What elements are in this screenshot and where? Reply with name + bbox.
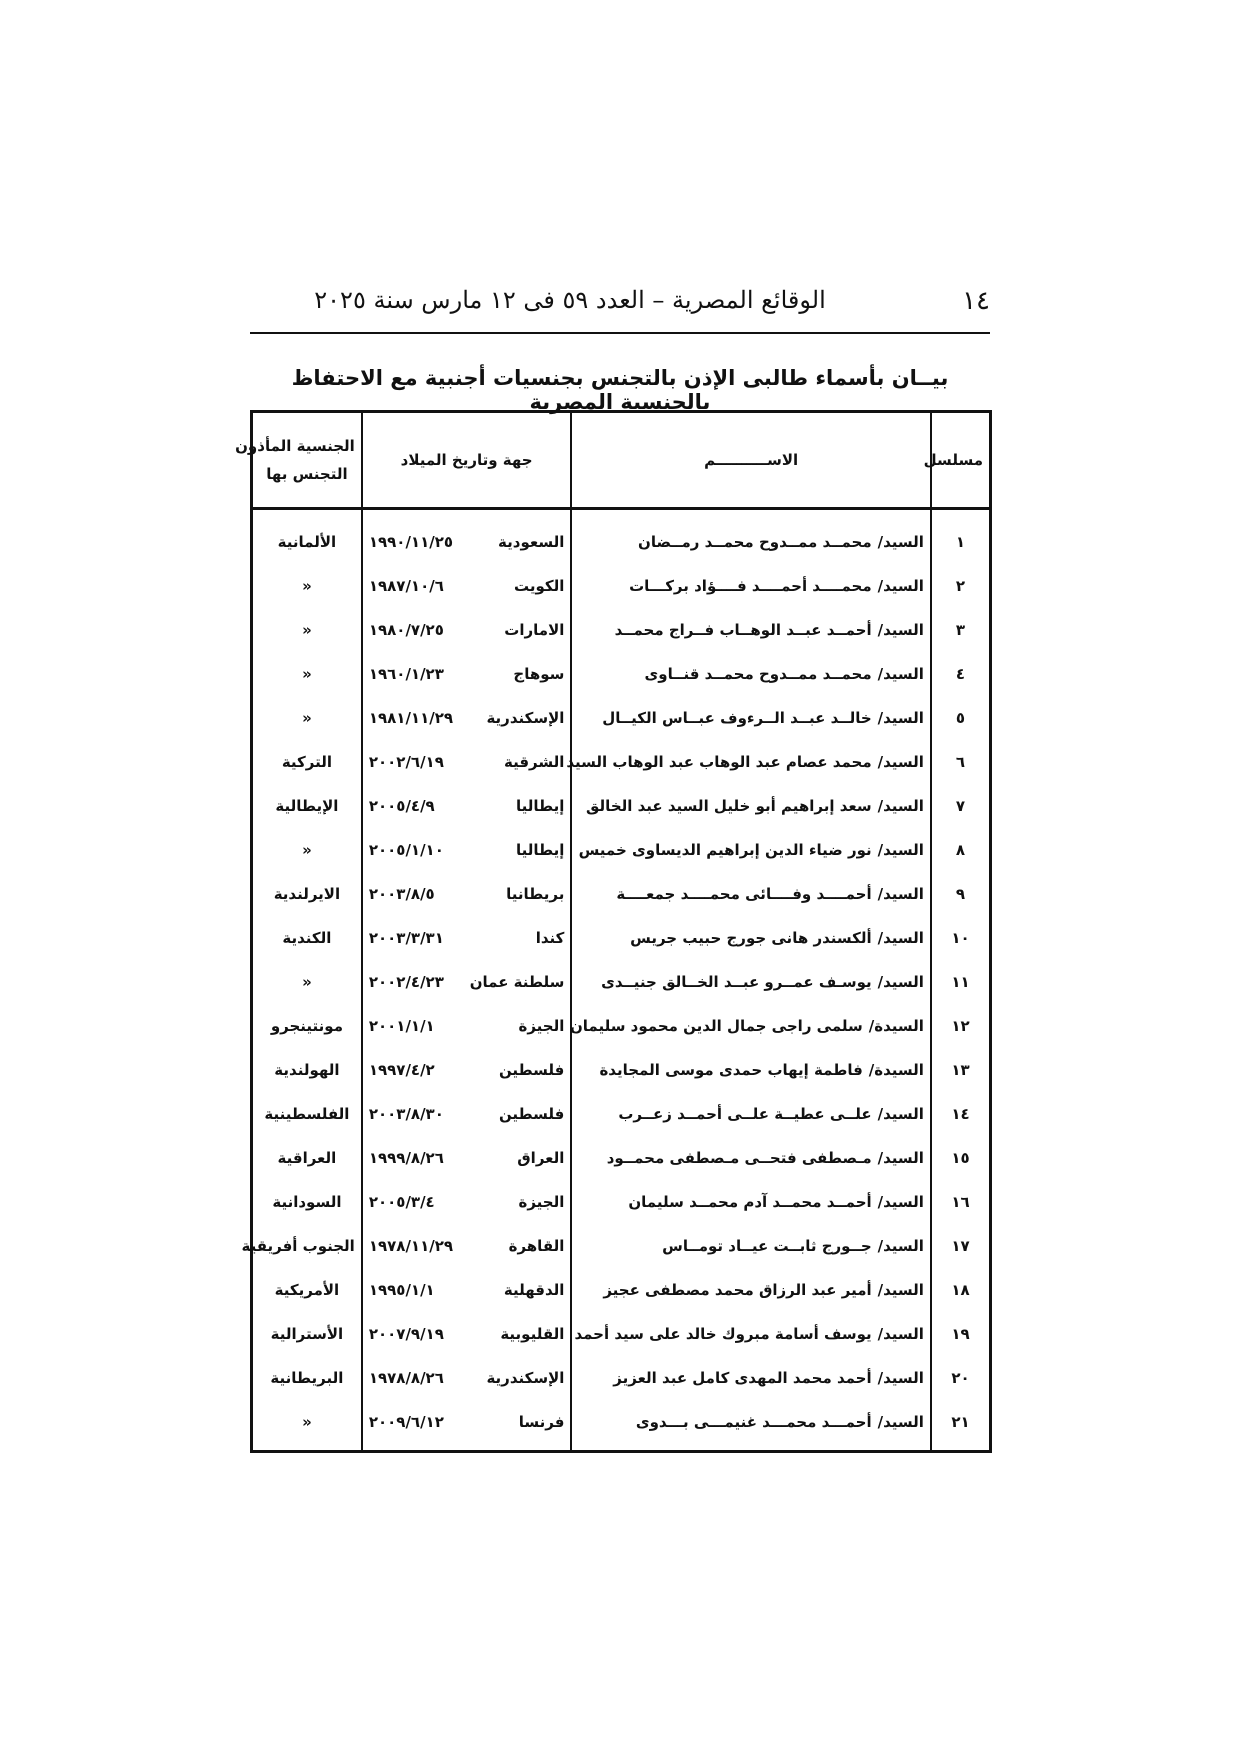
birth-date: ١٩٧٨/٨/٢٦ xyxy=(368,1369,444,1387)
table-row xyxy=(252,1048,991,1092)
birth-date: ١٩٩٥/١/١ xyxy=(368,1281,435,1299)
birth-date: ١٩٧٨/١١/٢٩ xyxy=(368,1237,454,1255)
name-cell xyxy=(571,1268,931,1312)
nationality-cell: الفلسطينية xyxy=(252,1092,362,1136)
birth-info xyxy=(369,1193,565,1211)
birth-place: القليوبية xyxy=(500,1325,565,1343)
serial-cell: ١٨ xyxy=(931,1268,991,1312)
honorific-label: السيد/ xyxy=(877,753,924,771)
name-cell xyxy=(571,828,931,872)
name-cell xyxy=(571,1136,931,1180)
birth-cell xyxy=(362,1092,572,1136)
table-row xyxy=(252,509,991,565)
person-name: علــى عطيــة علــى أحمــد زعــرب xyxy=(618,1105,872,1123)
table-row xyxy=(252,872,991,916)
nationality-cell: الهولندية xyxy=(252,1048,362,1092)
serial-cell: ١٧ xyxy=(931,1224,991,1268)
birth-place: الدقهلية xyxy=(503,1281,565,1299)
serial-cell: ٥ xyxy=(931,696,991,740)
birth-info xyxy=(369,1237,565,1255)
nationality-cell: التركية xyxy=(252,740,362,784)
honorific-label: السيدة/ xyxy=(868,1061,924,1079)
birth-date: ٢٠٠٥/١/١٠ xyxy=(368,841,444,859)
name-cell xyxy=(571,872,931,916)
person-name: سلمى راجى جمال الدين محمود سليمان xyxy=(569,1017,863,1035)
birth-place: إيطاليا xyxy=(515,841,565,859)
table-row xyxy=(252,1356,991,1400)
birth-date: ٢٠٠٧/٩/١٩ xyxy=(368,1325,444,1343)
person-name: أمير عبد الرزاق محمد مصطفى عجيز xyxy=(603,1281,872,1299)
birth-date: ٢٠٠١/١/١ xyxy=(368,1017,435,1035)
birth-info xyxy=(369,797,565,815)
honorific-label: السيد/ xyxy=(877,929,924,947)
honorific-label: السيدة/ xyxy=(868,1017,924,1035)
person-name: أحمـــد محمـــد غنيمـــى بـــدوى xyxy=(635,1413,872,1431)
birth-place: فلسطين xyxy=(498,1105,565,1123)
table-row xyxy=(252,1268,991,1312)
name-cell xyxy=(571,608,931,652)
birth-place: فلسطين xyxy=(498,1061,565,1079)
birth-cell xyxy=(362,1400,572,1452)
birth-cell xyxy=(362,1004,572,1048)
honorific-label: السيد/ xyxy=(877,1237,924,1255)
birth-date: ١٩٨٠/٧/٢٥ xyxy=(368,621,444,639)
honorific-label: السيد/ xyxy=(877,577,924,595)
nationality-cell: « xyxy=(252,960,362,1004)
birth-info xyxy=(369,885,565,903)
journal-header: الوقائع المصرية – العدد ٥٩ فى ١٢ مارس سنة ٢٠٢٥ xyxy=(314,286,826,314)
nationality-column-header xyxy=(235,412,362,509)
honorific-label: السيد/ xyxy=(877,621,924,639)
birth-place: الكويت xyxy=(513,577,565,595)
serial-cell: ١٩ xyxy=(931,1312,991,1356)
nationality-cell: الأسترالية xyxy=(252,1312,362,1356)
birth-date: ٢٠٠٣/٨/٥ xyxy=(368,885,435,903)
birth-cell xyxy=(362,1224,572,1268)
birth-cell xyxy=(362,509,572,565)
table-row xyxy=(252,1136,991,1180)
person-name: أحمــد عبــد الوهــاب فــراج محمــد xyxy=(614,621,872,639)
birth-cell xyxy=(362,608,572,652)
person-name: أحمــــد وفــــائى محمــــد جمعــــة xyxy=(616,885,872,903)
person-name: نور ضياء الدين إبراهيم الديساوى خميس xyxy=(578,841,872,859)
document-title: بيــان بأسماء طالبى الإذن بالتجنس بجنسيات أجنبية مع الاحتفاظ بالجنسية المصرية xyxy=(291,366,949,414)
table-body xyxy=(241,509,991,1452)
name-cell xyxy=(571,1048,931,1092)
birth-cell xyxy=(362,652,572,696)
birth-place: القاهرة xyxy=(508,1237,565,1255)
serial-cell: ١١ xyxy=(931,960,991,1004)
page-header xyxy=(250,282,990,334)
table-row xyxy=(252,1400,991,1452)
nationality-cell: الإيطالية xyxy=(252,784,362,828)
serial-cell: ١٥ xyxy=(931,1136,991,1180)
birth-place: الإسكندرية xyxy=(486,1369,565,1387)
honorific-label: السيد/ xyxy=(877,1325,924,1343)
person-name: محمــــد أحمــــد فــــؤاد بركـــات xyxy=(629,577,872,595)
honorific-label: السيد/ xyxy=(877,1413,924,1431)
birth-date: ١٩٨١/١١/٢٩ xyxy=(368,709,454,727)
birth-place: العراق xyxy=(517,1149,565,1167)
honorific-label: السيد/ xyxy=(877,841,924,859)
honorific-label: السيد/ xyxy=(877,709,924,727)
birth-date: ٢٠٠٢/٦/١٩ xyxy=(368,753,444,771)
birth-date: ١٩٩٠/١١/٢٥ xyxy=(368,533,454,551)
name-column-header: الاســــــــــم xyxy=(571,412,931,509)
nationality-cell: الكندية xyxy=(252,916,362,960)
person-name: يوسف أسامة مبروك خالد على سيد أحمد xyxy=(574,1325,872,1343)
birth-info xyxy=(369,533,565,551)
table-row xyxy=(252,916,991,960)
birth-place: الجيزة xyxy=(518,1017,565,1035)
honorific-label: السيد/ xyxy=(877,1149,924,1167)
nationality-cell: « xyxy=(252,696,362,740)
birth-place: الجيزة xyxy=(518,1193,565,1211)
birth-place: سوهاج xyxy=(513,665,565,683)
serial-cell: ١٤ xyxy=(931,1092,991,1136)
nationality-header-line: التجنس بها xyxy=(266,465,348,483)
nationality-cell: « xyxy=(252,608,362,652)
birth-date: ٢٠٠٢/٤/٢٣ xyxy=(368,973,444,991)
nationality-cell: مونتينجرو xyxy=(252,1004,362,1048)
birth-cell xyxy=(362,916,572,960)
nationality-cell: « xyxy=(252,564,362,608)
serial-cell: ٢١ xyxy=(931,1400,991,1452)
table-row xyxy=(252,608,991,652)
birth-date: ٢٠٠٥/٣/٤ xyxy=(368,1193,435,1211)
name-cell xyxy=(571,1092,931,1136)
nationality-cell: « xyxy=(252,828,362,872)
birth-column-header: جهة وتاريخ الميلاد xyxy=(362,412,572,509)
person-name: يوسـف عمــرو عبــد الخــالق جنيــدى xyxy=(601,973,872,991)
table-row xyxy=(252,1312,991,1356)
birth-cell xyxy=(362,740,572,784)
person-name: ألكسندر هانى جورج حبيب جريس xyxy=(630,929,872,947)
name-cell xyxy=(571,509,931,565)
serial-cell: ٦ xyxy=(931,740,991,784)
birth-info xyxy=(369,753,565,771)
nationality-cell: « xyxy=(252,652,362,696)
birth-info xyxy=(369,1281,565,1299)
birth-cell xyxy=(362,696,572,740)
honorific-label: السيد/ xyxy=(877,973,924,991)
honorific-label: السيد/ xyxy=(877,1193,924,1211)
birth-cell xyxy=(362,828,572,872)
birth-place: بريطانيا xyxy=(506,885,565,903)
birth-date: ١٩٩٧/٤/٢ xyxy=(368,1061,435,1079)
name-cell xyxy=(571,1312,931,1356)
nationality-cell: الايرلندية xyxy=(252,872,362,916)
table-row xyxy=(252,1004,991,1048)
birth-info xyxy=(369,665,565,683)
nationality-header-line: الجنسية المأذون xyxy=(235,437,355,455)
birth-cell xyxy=(362,1048,572,1092)
name-cell xyxy=(571,1180,931,1224)
serial-cell: ٩ xyxy=(931,872,991,916)
table-row xyxy=(252,652,991,696)
birth-info xyxy=(369,1325,565,1343)
birth-date: ٢٠٠٣/٣/٣١ xyxy=(368,929,444,947)
person-name: خالــد عبــد الــرءوف عبــاس الكيــال xyxy=(602,709,872,727)
birth-info xyxy=(369,1149,565,1167)
serial-cell: ١٦ xyxy=(931,1180,991,1224)
name-cell xyxy=(571,1356,931,1400)
table-row xyxy=(252,564,991,608)
serial-cell: ٣ xyxy=(931,608,991,652)
honorific-label: السيد/ xyxy=(877,1369,924,1387)
naturalization-table xyxy=(235,410,992,1453)
serial-column-header: مسلسل xyxy=(931,412,991,509)
nationality-cell: البريطانية xyxy=(252,1356,362,1400)
name-cell xyxy=(571,1224,931,1268)
serial-cell: ٢٠ xyxy=(931,1356,991,1400)
page-number: ١٤ xyxy=(962,286,990,316)
serial-cell: ١٣ xyxy=(931,1048,991,1092)
table-row xyxy=(252,1092,991,1136)
honorific-label: السيد/ xyxy=(877,665,924,683)
name-cell xyxy=(571,564,931,608)
birth-date: ٢٠٠٥/٤/٩ xyxy=(368,797,435,815)
birth-place: السعودية xyxy=(498,533,565,551)
table-row xyxy=(252,828,991,872)
serial-cell: ٤ xyxy=(931,652,991,696)
table-header-row xyxy=(252,412,991,509)
name-cell xyxy=(566,740,931,784)
birth-cell xyxy=(362,960,572,1004)
name-cell xyxy=(571,696,931,740)
serial-cell: ٧ xyxy=(931,784,991,828)
birth-info xyxy=(369,1017,565,1035)
birth-date: ٢٠٠٣/٨/٣٠ xyxy=(368,1105,444,1123)
birth-info xyxy=(369,973,565,991)
table-row xyxy=(252,740,991,784)
name-cell xyxy=(571,960,931,1004)
serial-cell: ٢ xyxy=(931,564,991,608)
birth-place: إيطاليا xyxy=(515,797,565,815)
birth-place: كندا xyxy=(535,929,565,947)
name-cell xyxy=(571,652,931,696)
birth-date: ١٩٦٠/١/٢٣ xyxy=(368,665,444,683)
serial-cell: ١٢ xyxy=(931,1004,991,1048)
name-cell xyxy=(571,1400,931,1452)
person-name: فاطمة إيهاب حمدى موسى المجايدة xyxy=(599,1061,863,1079)
person-name: محمــد ممــدوح محمــد رمــضان xyxy=(638,533,872,551)
birth-place: الإسكندرية xyxy=(486,709,565,727)
birth-cell xyxy=(362,564,572,608)
person-name: سعد إبراهيم أبو خليل السيد عبد الخالق xyxy=(586,797,872,815)
birth-info xyxy=(369,1105,565,1123)
birth-info xyxy=(369,1369,565,1387)
name-cell xyxy=(571,1004,931,1048)
honorific-label: السيد/ xyxy=(877,797,924,815)
birth-cell xyxy=(362,1356,572,1400)
birth-date: ١٩٨٧/١٠/٦ xyxy=(368,577,444,595)
birth-place: سلطنة عمان xyxy=(469,973,565,991)
birth-cell xyxy=(362,872,572,916)
birth-cell xyxy=(362,1268,572,1312)
name-cell xyxy=(571,784,931,828)
serial-cell: ٨ xyxy=(931,828,991,872)
nationality-cell: الجنوب أفريقية xyxy=(252,1224,362,1268)
table-row xyxy=(252,696,991,740)
nationality-cell: الألمانية xyxy=(252,509,362,565)
birth-info xyxy=(369,929,565,947)
name-cell xyxy=(571,916,931,960)
birth-place: فرنسا xyxy=(518,1413,565,1431)
table-row xyxy=(252,1180,991,1224)
birth-cell xyxy=(362,1136,572,1180)
birth-date: ٢٠٠٩/٦/١٢ xyxy=(368,1413,444,1431)
table-row xyxy=(252,960,991,1004)
birth-info xyxy=(369,621,565,639)
person-name: أحمد محمد المهدى كامل عبد العزيز xyxy=(613,1369,872,1387)
birth-info xyxy=(369,577,565,595)
birth-cell xyxy=(362,1180,572,1224)
serial-cell: ١٠ xyxy=(931,916,991,960)
person-name: أحمــد محمــد آدم محمــد سليمان xyxy=(628,1193,872,1211)
person-name: محمد عصام عبد الوهاب عبد الوهاب السيد xyxy=(566,753,872,771)
person-name: جــورج ثابــت عيــاد تومــاس xyxy=(662,1237,872,1255)
table-row xyxy=(252,1224,991,1268)
nationality-cell: « xyxy=(252,1400,362,1452)
nationality-cell: الأمريكية xyxy=(252,1268,362,1312)
nationality-cell: العراقية xyxy=(252,1136,362,1180)
person-name: مـصطفى فتحــى مـصطفى محمــود xyxy=(606,1149,872,1167)
honorific-label: السيد/ xyxy=(877,885,924,903)
honorific-label: السيد/ xyxy=(877,533,924,551)
birth-info xyxy=(369,841,565,859)
honorific-label: السيد/ xyxy=(877,1105,924,1123)
person-name: محمــد ممــدوح محمــد قنــاوى xyxy=(644,665,872,683)
birth-place: الشرقية xyxy=(503,753,565,771)
honorific-label: السيد/ xyxy=(877,1281,924,1299)
birth-info xyxy=(369,1061,565,1079)
birth-cell xyxy=(362,1312,572,1356)
birth-info xyxy=(369,1413,565,1431)
serial-cell: ١ xyxy=(931,509,991,565)
nationality-cell: السودانية xyxy=(252,1180,362,1224)
table-row xyxy=(252,784,991,828)
birth-date: ١٩٩٩/٨/٢٦ xyxy=(368,1149,444,1167)
birth-cell xyxy=(362,784,572,828)
birth-info xyxy=(369,709,565,727)
birth-place: الامارات xyxy=(504,621,565,639)
